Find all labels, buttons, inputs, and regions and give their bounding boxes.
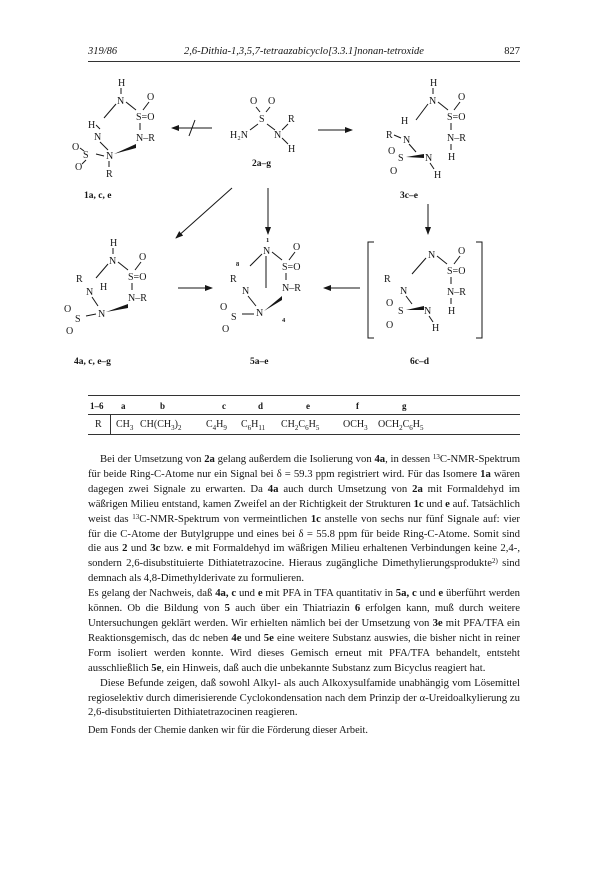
table-value-row (88, 416, 520, 434)
atom: H (100, 282, 108, 293)
locant-1: 1 (266, 237, 270, 244)
atom: N (428, 250, 436, 261)
table-header-cell: e (306, 401, 310, 411)
atom: S=O (447, 266, 466, 277)
atom: O (139, 252, 147, 263)
compound-label-6: 6c–d (410, 357, 429, 367)
acknowledgement: Dem Fonds der Chemie danken wir für die Förderung dieser Arbeit. (88, 725, 368, 737)
table-header-cell: b (160, 401, 166, 411)
atom: N (98, 309, 106, 320)
atom: N (256, 308, 264, 319)
table-header-cell: g (402, 401, 407, 411)
atom: O (458, 246, 466, 257)
atom: S (398, 306, 404, 317)
structure-1 (72, 78, 155, 180)
structure-2 (230, 96, 295, 155)
atom: H (88, 120, 96, 131)
atom: O (66, 326, 74, 337)
atom: S (231, 312, 237, 323)
atom: N–R (136, 133, 155, 144)
atom: N–R (447, 287, 466, 298)
atom: O (75, 162, 83, 173)
atom: N (86, 287, 94, 298)
compound-label-4: 4a, c, e–g (74, 357, 111, 367)
atom: O (388, 146, 396, 157)
table-cell: $C_6H_{11}$ (241, 419, 266, 432)
table-cell: $OCH_2C_6H_5$ (378, 419, 424, 432)
atom: H₂N (230, 130, 248, 141)
atom: O (386, 320, 394, 331)
atom: N (94, 132, 102, 143)
table-rule-top (88, 395, 520, 396)
atom: S=O (136, 112, 155, 123)
table-cell: $CH(CH_3)_2$ (140, 419, 182, 432)
atom: O (220, 302, 228, 313)
compound-label-2: 2a–g (252, 159, 271, 169)
atom: O (72, 142, 80, 153)
locant-8: 8 (236, 261, 240, 268)
table-header-cell: f (356, 401, 359, 411)
atom: S=O (447, 112, 466, 123)
atom: N (429, 96, 437, 107)
compound-label-1: 1a, c, e (84, 191, 112, 201)
atom: H (448, 152, 456, 163)
atom: S=O (128, 272, 147, 283)
atom: R (288, 114, 295, 125)
structure-5 (220, 237, 301, 335)
atom: O (222, 324, 230, 335)
structure-3 (386, 78, 466, 181)
compound-label-5: 5a–e (250, 357, 269, 367)
atom: H (288, 144, 296, 155)
structure-4 (64, 238, 147, 337)
table-rule-middle (88, 414, 520, 415)
atom: H (401, 116, 409, 127)
page-number: 827 (504, 46, 520, 57)
structure-6 (368, 242, 482, 338)
atom: N (403, 135, 411, 146)
compound-label-3: 3c–e (400, 191, 418, 201)
table-header-cell: a (121, 401, 126, 411)
atom: H (434, 170, 442, 181)
atom: O (64, 304, 72, 315)
atom: O (458, 92, 466, 103)
substituent-table (88, 398, 520, 434)
atom: N (424, 306, 432, 317)
atom: H (430, 78, 438, 89)
atom: H (110, 238, 118, 249)
atom: O (293, 242, 301, 253)
atom: N (106, 151, 114, 162)
table-header-cell: d (258, 401, 264, 411)
atom: S (75, 314, 81, 325)
atom: N (263, 246, 271, 257)
page-reference: 319/86 (88, 46, 118, 57)
table-cell: $C_4H_9$ (206, 419, 227, 432)
table-cell: $CH_2C_6H_5$ (281, 419, 320, 432)
atom: R (76, 274, 83, 285)
atom: H (118, 78, 126, 89)
table-row-label: R (95, 419, 102, 430)
table-cell: $OCH_3$ (343, 419, 368, 432)
paragraph-2: Es gelang der Nachweis, daß 4a, c und e mit PFA in TFA quantitativ in 5a, c und e überführt werden können. Ob die Bildung von 5 auch über ein Thiatriazin 6 erfolgen kann, muß durch weitere Untersuchungen geklärt werden. Wir erhielten nämlich bei der Umsetzung von 3e mit PFA/TFA ein Reaktionsgemisch, das dc neben 4e und 5e eine weitere Substanz auswies, die bisher nicht in reiner Form isoliert werden konnte. Wird dieses Gemisch erneut mit PFA/TFA behandelt, entsteht ausschließlich 5e, ein Hinweis, daß auch die unbekannte Substanz zum Bicyclus reagiert hat. (88, 587, 521, 674)
arrow-2-to-4 (176, 188, 232, 238)
atom: R (386, 130, 393, 141)
table-cell: $CH_3$ (116, 419, 134, 432)
atom: S (83, 150, 89, 161)
atom: R (384, 274, 391, 285)
paragraph-1: Bei der Umsetzung von 2a gelang außerdem die Isolierung von 4a, in dessen $^{13}$C-NMR-Spektrum für beide Ring-C-Atome nur ein Signal bei δ = 59.3 ppm registriert wird. Für das Isomere 1a wären dagegen zwei Signale zu erwarten. Da 4a auch durch Umsetzung von 2a mit Formaldehyd im wäßrigen Milieu entstand, kamen Zweifel an der Richtigkeit der Strukturen 1c und e auf. Tatsächlich weist das $^{13}$C-NMR-Spektrum von vermeintlichen 1c anstelle von sechs nur fünf Signale auf: vier für die C-Atome der Butylgruppe und eines bei δ = 55.8 ppm für beide Ring-C-Atome. Somit sind die aus 2 und 3c bzw. e mit Formaldehyd im wäßrigen Milieu erhaltenen Verbindungen keine 2,4-, sondern 2,6-disubstituierte Dithiatetrazocine. Hieraus zugängliche Dimethylierungsprodukte$^{2)}$ sind demnach als 4,8-Dimethylderivate zu formulieren. (88, 453, 521, 585)
atom: N (242, 286, 250, 297)
atom: N (425, 153, 433, 164)
table-rule-vertical (110, 414, 111, 434)
running-title: 2,6-Dithia-1,3,5,7-tetraazabicyclo[3.3.1]nonan-tetroxide (184, 46, 424, 57)
atom: S (259, 114, 265, 125)
atom: O (386, 298, 394, 309)
reaction-scheme (0, 66, 600, 376)
table-header-cell: 1–6 (90, 401, 104, 411)
atom: N (400, 286, 408, 297)
atom: N–R (128, 293, 147, 304)
atom: S (398, 153, 404, 164)
atom: N (117, 96, 125, 107)
running-header (88, 46, 520, 62)
atom: N–R (282, 283, 301, 294)
atom: O (147, 92, 155, 103)
atom: O (250, 96, 258, 107)
paragraph-3: Diese Befunde zeigen, daß sowohl Alkyl- als auch Alkoxysulfamide unabhängig vom Lösemittel regioselektiv durch dimerisierende Cyclokondensation nach dem Prinzip der α-Ureidoalkylierung zu 2,6-disubstituierten Dithiatetrazocinen reagieren. (88, 676, 520, 719)
atom: R (106, 169, 113, 180)
atom: H (448, 306, 456, 317)
atom: R (230, 274, 237, 285)
atom: O (390, 166, 398, 177)
table-header-cell: c (222, 401, 226, 411)
atom: H (432, 323, 440, 334)
atom: N (274, 130, 282, 141)
header-rule (88, 61, 520, 62)
atom: S=O (282, 262, 301, 273)
atom: N (109, 256, 117, 267)
body-text (88, 452, 520, 739)
atom: N–R (447, 133, 466, 144)
atom: O (268, 96, 276, 107)
table-rule-bottom (88, 434, 520, 435)
locant-4: 4 (282, 317, 286, 324)
